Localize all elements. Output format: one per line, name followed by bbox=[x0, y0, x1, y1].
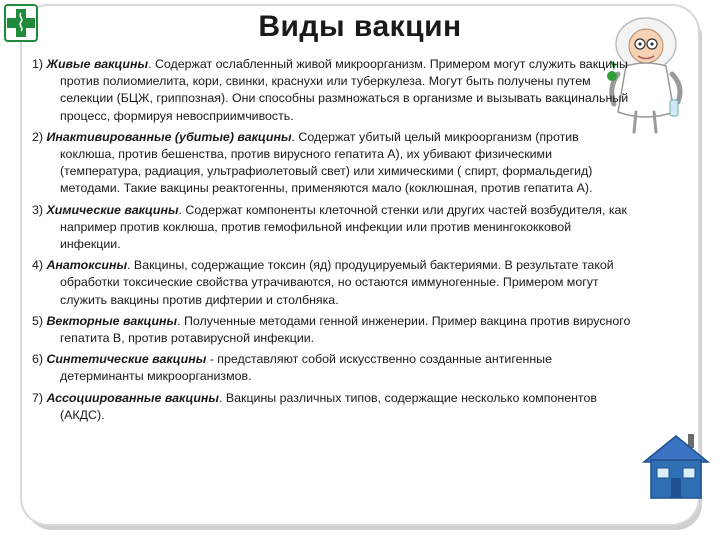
item-number: 3) bbox=[32, 202, 44, 217]
item-text: . Содержат компоненты клеточной стенки или других частей возбудителя, как например против коклюша, против гемофильной инфекции или против менингококковой инфекции. bbox=[60, 202, 627, 252]
list-item bbox=[32, 351, 632, 385]
list-item bbox=[32, 202, 632, 254]
item-text: . Содержат ослабленный живой микроорганизм. Примером могут служить вакцины против полиомиелита, кори, свинки, краснухи или туберкулеза. Могут быть получены путем селекции (БЦЖ, гриппозная). Они способны размножаться в организме и вызывать вакцинальный процесс, формируя невосприимчивость. bbox=[60, 57, 629, 123]
item-number: 1) bbox=[32, 57, 44, 71]
item-term: Инактивированные (убитые) вакцины bbox=[46, 129, 292, 144]
list-item bbox=[32, 56, 632, 125]
item-text: . Вакцины, содержащие токсин (яд) продуцируемый бактериями. В результате такой обработки токсические свойства утрачиваются, но остаются иммуногенные. Примером могут служить вакцины против дифтерии и столбняка. bbox=[60, 258, 614, 307]
item-term: Синтетические вакцины bbox=[46, 352, 207, 367]
item-term: Анатоксины bbox=[46, 258, 128, 273]
item-number: 5) bbox=[32, 313, 44, 328]
item-number: 7) bbox=[32, 390, 44, 405]
list-item bbox=[32, 129, 632, 198]
list-item bbox=[32, 390, 632, 424]
list-item bbox=[32, 313, 632, 347]
item-term: Векторные вакцины bbox=[46, 313, 178, 328]
slide-title: Виды вакцин bbox=[258, 10, 462, 43]
item-term: Химические вакцины bbox=[46, 202, 179, 217]
item-number: 6) bbox=[32, 352, 44, 367]
item-text: . Полученные методами генной инженерии. Пример вакцина против вирусного гепатита В, против ротавирусной инфекции. bbox=[60, 313, 631, 346]
item-number: 4) bbox=[32, 258, 44, 273]
item-text: . Вакцины различных типов, содержащие несколько компонентов (АКДС). bbox=[60, 390, 597, 422]
item-number: 2) bbox=[32, 129, 44, 144]
home-button-icon[interactable] bbox=[640, 430, 712, 502]
item-text: - представляют собой искусственно созданные антигенные детерминанты микроорганизмов. bbox=[60, 352, 552, 384]
item-term: Ассоциированные вакцины bbox=[46, 390, 219, 405]
list-item bbox=[32, 257, 632, 309]
item-text: . Содержат убитый целый микроорганизм (против коклюша, против бешенства, против вирусного гепатита А), их убивают физическими (температура, радиация, ультрафиолетовый свет) или химическими ( спирт, формальдегид) методами. Такие вакцины реактогенны, применяются мало (коклюшная, против гепатита А). bbox=[60, 129, 593, 196]
item-term: Живые вакцины bbox=[46, 57, 149, 71]
vaccine-types-list bbox=[32, 56, 632, 428]
